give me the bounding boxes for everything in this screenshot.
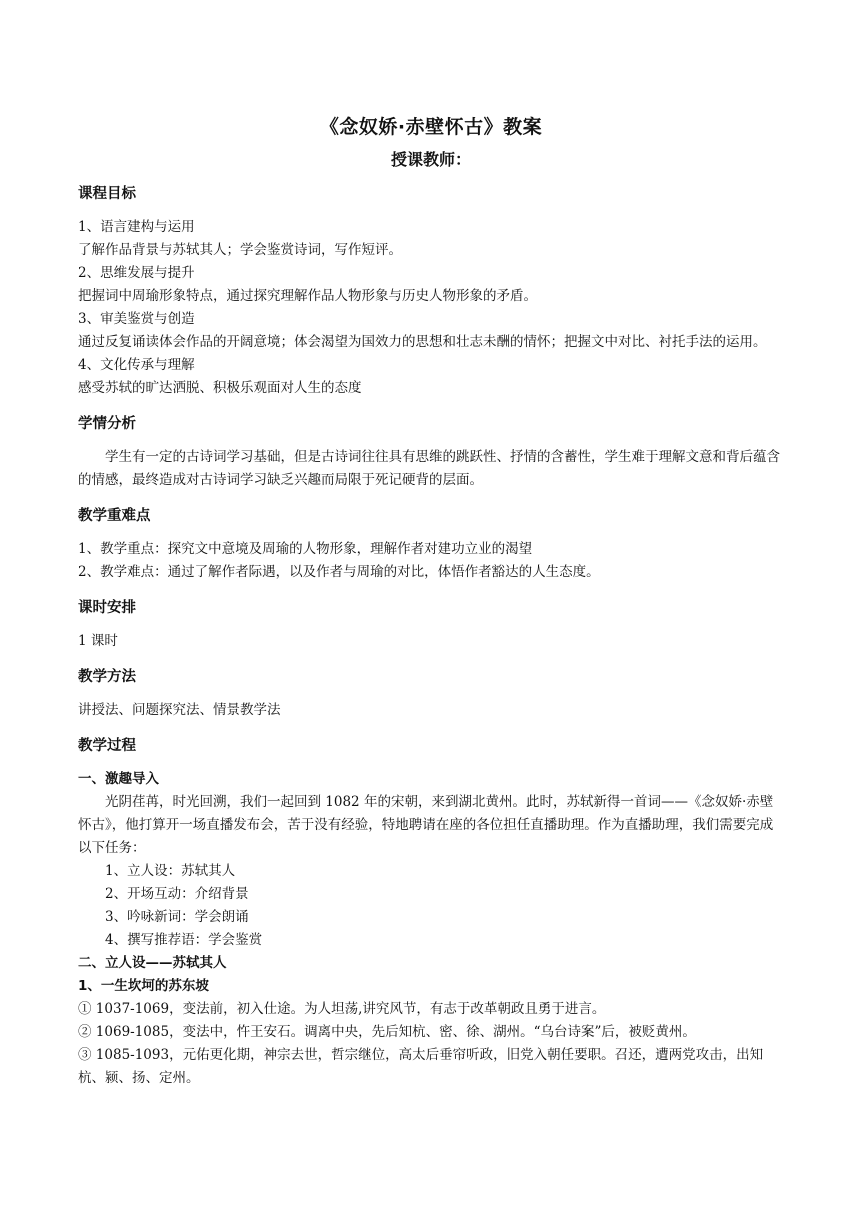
timeline-item — [78, 1044, 784, 1090]
process-part1-text: 光阴荏苒，时光回溯，我们一起回到 1082 年的宋朝，来到湖北黄州。此时，苏轼新得一首词——《念奴娇·赤壁怀古》，他打算开一场直播发布会，苦于没有经验，特地聘请在座的各位担任直播助理。作为直播助理，我们需要完成以下任务： — [78, 794, 774, 856]
process-heading: 教学过程 — [78, 738, 136, 754]
process-part1-title: 一、激趣导入 — [78, 771, 159, 787]
timeline-text: 1069-1085，变法中，忤王安石。调离中央，先后知杭、密、徐、湖州。“乌台诗案”后，被贬黄州。 — [95, 1024, 696, 1040]
goal-line: 1、语言建构与运用 — [78, 219, 195, 235]
goal-line: 通过反复诵读体会作品的开阔意境；体会渴望为国效力的思想和壮志未酬的情怀；把握文中对比、衬托手法的运用。 — [78, 334, 767, 350]
goal-line: 4、文化传承与理解 — [78, 357, 195, 373]
document-title: 《念奴娇·赤壁怀古》教案 — [319, 116, 543, 138]
timeline-text: 1037-1069，变法前，初入仕途。为人坦荡,讲究风节，有志于改革朝政且勇于进言。 — [95, 1001, 606, 1017]
keypoint-line: 1、教学重点：探究文中意境及周瑜的人物形象，理解作者对建功立业的渴望 — [78, 541, 533, 557]
keypoints-heading: 教学重难点 — [78, 508, 151, 524]
goal-line: 把握词中周瑜形象特点，通过探究理解作品人物形象与历史人物形象的矛盾。 — [78, 288, 537, 304]
section-goals — [78, 184, 784, 400]
task-item: 1、立人设：苏轼其人 — [105, 863, 236, 879]
section-analysis — [78, 414, 784, 492]
document-page — [78, 112, 784, 1104]
analysis-text: 学生有一定的古诗词学习基础，但是古诗词往往具有思维的跳跃性、抒情的含蓄性，学生难于理解文意和背后蕴含的情感，最终造成对古诗词学习缺乏兴趣而局限于死记硬背的层面。 — [78, 449, 780, 488]
methods-heading: 教学方法 — [78, 669, 136, 685]
schedule-heading: 课时安排 — [78, 600, 136, 616]
goal-line: 感受苏轼的旷达洒脱、积极乐观面对人生的态度 — [78, 380, 362, 396]
goal-line: 3、审美鉴赏与创造 — [78, 311, 195, 327]
section-keypoints — [78, 506, 784, 584]
section-methods — [78, 667, 784, 722]
goal-line: 2、思维发展与提升 — [78, 265, 195, 281]
timeline-marker: ② — [78, 1024, 92, 1040]
goals-heading: 课程目标 — [78, 186, 136, 202]
task-item: 3、吟咏新词：学会朗诵 — [105, 909, 249, 925]
schedule-text: 1 课时 — [78, 633, 118, 649]
section-process — [78, 736, 784, 1090]
analysis-heading: 学情分析 — [78, 416, 136, 432]
process-part2-sub: 1、一生坎坷的苏东坡 — [78, 978, 209, 994]
goal-line: 了解作品背景与苏轼其人；学会鉴赏诗词，写作短评。 — [78, 242, 402, 258]
task-item: 4、撰写推荐语：学会鉴赏 — [105, 932, 263, 948]
timeline-marker: ③ — [78, 1047, 92, 1063]
timeline-marker: ① — [78, 1001, 92, 1017]
section-schedule — [78, 598, 784, 653]
timeline-text: 1085-1093，元佑更化期，神宗去世，哲宗继位，高太后垂帘听政，旧党入朝任要职。召还，遭两党攻击，出知杭、颍、扬、定州。 — [78, 1047, 764, 1086]
methods-text: 讲授法、问题探究法、情景教学法 — [78, 702, 281, 718]
teacher-line: 授课教师： — [390, 150, 471, 169]
task-item: 2、开场互动：介绍背景 — [105, 886, 249, 902]
timeline-item — [78, 1021, 784, 1044]
keypoint-line: 2、教学难点：通过了解作者际遇，以及作者与周瑜的对比，体悟作者豁达的人生态度。 — [78, 564, 600, 580]
timeline-item — [78, 998, 784, 1021]
process-part2-title: 二、立人设——苏轼其人 — [78, 955, 227, 971]
